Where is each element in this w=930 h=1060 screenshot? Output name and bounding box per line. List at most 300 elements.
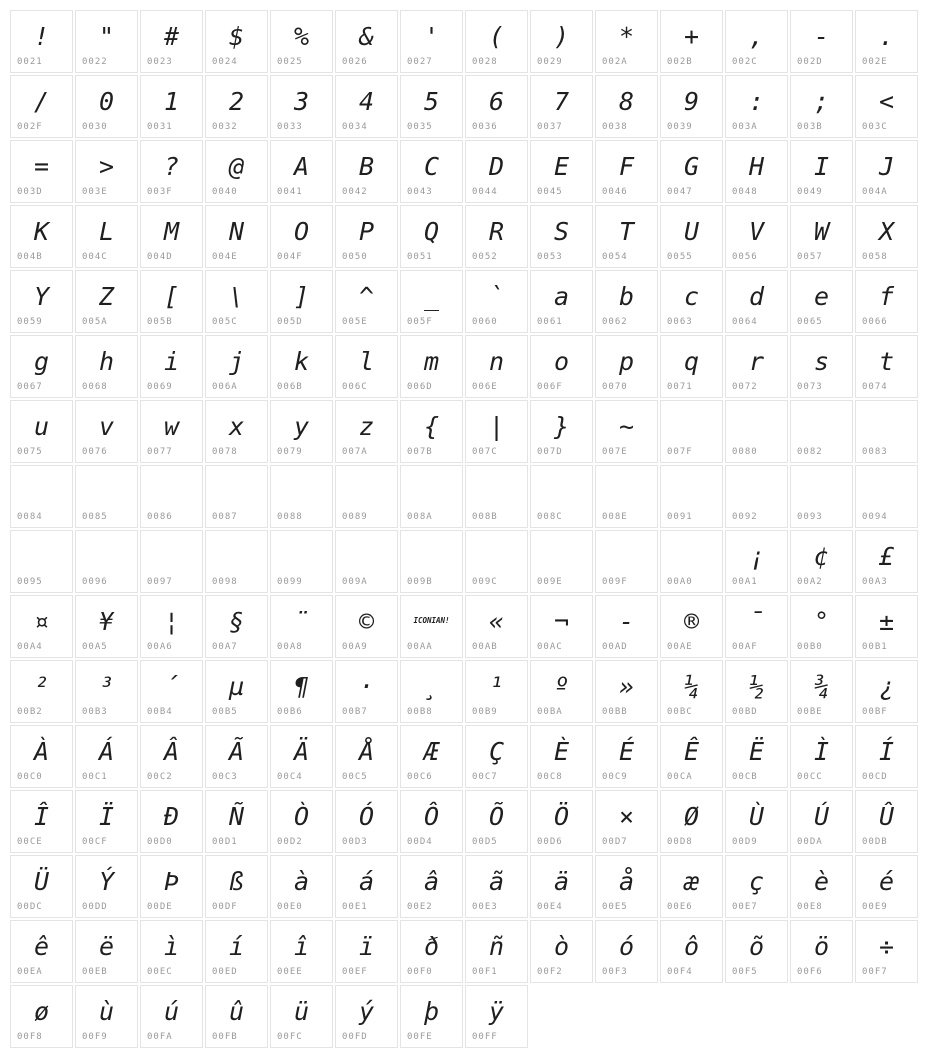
- glyph-cell: [725, 400, 788, 463]
- code-label: 0071: [667, 382, 693, 392]
- glyph-cell: [595, 530, 658, 593]
- glyph: >: [98, 151, 115, 181]
- glyph: ³: [98, 671, 115, 701]
- glyph-cell: [790, 595, 853, 658]
- glyph: e: [813, 281, 830, 311]
- code-label: 00A4: [17, 642, 43, 652]
- code-label: 00C0: [17, 772, 43, 782]
- glyph-cell: [140, 725, 203, 788]
- code-label: 00B7: [342, 707, 368, 717]
- code-label: 00A2: [797, 577, 823, 587]
- code-label: 0054: [602, 252, 628, 262]
- glyph: ¼: [683, 671, 700, 701]
- glyph: [791, 466, 852, 513]
- glyph: Ë: [748, 736, 765, 766]
- glyph: Å: [358, 736, 375, 766]
- glyph-cell: [75, 920, 138, 983]
- glyph: L: [98, 216, 115, 246]
- glyph: ~: [618, 411, 635, 441]
- code-label: 00D0: [147, 837, 173, 847]
- glyph-cell: [205, 75, 268, 138]
- glyph-cell: [595, 855, 658, 918]
- code-label: 0099: [277, 577, 303, 587]
- glyph-cell: [205, 790, 268, 853]
- glyph-cell: [10, 985, 73, 1048]
- glyph-cell: [725, 920, 788, 983]
- code-label: 00CD: [862, 772, 888, 782]
- code-label: 00B3: [82, 707, 108, 717]
- glyph-cell: [660, 140, 723, 203]
- glyph: À: [33, 736, 50, 766]
- glyph: ·: [358, 671, 375, 701]
- code-label: 0042: [342, 187, 368, 197]
- glyph: [596, 531, 657, 578]
- glyph-cell: [465, 855, 528, 918]
- glyph-cell: [270, 985, 333, 1048]
- glyph-cell: [465, 10, 528, 73]
- glyph-cell: [790, 855, 853, 918]
- glyph: 7: [553, 86, 570, 116]
- glyph: ,: [748, 21, 765, 51]
- glyph: ¯: [748, 606, 765, 636]
- glyph: ®: [683, 606, 700, 636]
- glyph-cell: [530, 725, 593, 788]
- glyph: [401, 531, 462, 578]
- glyph: ¥: [98, 606, 115, 636]
- glyph: ): [553, 21, 570, 51]
- glyph-cell: [725, 335, 788, 398]
- code-label: 002B: [667, 57, 693, 67]
- glyph: M: [163, 216, 180, 246]
- glyph: ï: [358, 931, 375, 961]
- glyph-cell: [790, 530, 853, 593]
- code-label: 00D8: [667, 837, 693, 847]
- code-label: 00AE: [667, 642, 693, 652]
- glyph-cell: [75, 205, 138, 268]
- glyph-cell: [335, 465, 398, 528]
- code-label: 0094: [862, 512, 888, 522]
- glyph: ÿ: [488, 996, 505, 1026]
- code-label: 005A: [82, 317, 108, 327]
- glyph: Ô: [423, 801, 440, 831]
- glyph: P: [358, 216, 375, 246]
- glyph-cell: [205, 400, 268, 463]
- glyph: h: [98, 346, 115, 376]
- glyph: W: [813, 216, 830, 246]
- glyph: !: [33, 21, 50, 51]
- glyph-cell: [855, 400, 918, 463]
- glyph: Ú: [813, 801, 830, 831]
- glyph-cell: [140, 270, 203, 333]
- code-label: 0051: [407, 252, 433, 262]
- glyph: $: [228, 21, 245, 51]
- glyph-cell: [270, 530, 333, 593]
- code-label: 007D: [537, 447, 563, 457]
- code-label: 00A5: [82, 642, 108, 652]
- glyph: ì: [163, 931, 180, 961]
- glyph: b: [618, 281, 635, 311]
- glyph-cell: [10, 595, 73, 658]
- glyph-cell: [140, 140, 203, 203]
- glyph: ¸: [423, 671, 440, 701]
- glyph: [11, 531, 72, 578]
- glyph-cell: [335, 725, 398, 788]
- glyph-cell: [790, 205, 853, 268]
- glyph: ý: [358, 996, 375, 1026]
- code-label: 00C1: [82, 772, 108, 782]
- glyph: Ð: [163, 801, 180, 831]
- glyph-cell: [465, 920, 528, 983]
- glyph: ü: [293, 996, 310, 1026]
- glyph: È: [553, 736, 570, 766]
- glyph-cell: [530, 660, 593, 723]
- glyph-cell: [725, 790, 788, 853]
- glyph: s: [813, 346, 830, 376]
- glyph: Ï: [98, 801, 115, 831]
- glyph-cell: [660, 205, 723, 268]
- glyph: [531, 531, 592, 578]
- code-label: 0021: [17, 57, 43, 67]
- code-label: 0049: [797, 187, 823, 197]
- glyph-cell: [660, 920, 723, 983]
- glyph: Ó: [358, 801, 375, 831]
- glyph: 3: [293, 86, 310, 116]
- code-label: 00EA: [17, 967, 43, 977]
- glyph: »: [618, 671, 635, 701]
- code-label: 00F4: [667, 967, 693, 977]
- glyph-cell: [855, 530, 918, 593]
- glyph-cell: [10, 920, 73, 983]
- glyph-cell: [855, 335, 918, 398]
- code-label: 004E: [212, 252, 238, 262]
- glyph: f: [878, 281, 895, 311]
- glyph-cell: [725, 660, 788, 723]
- glyph: Ü: [33, 866, 50, 896]
- glyph-cell: [660, 10, 723, 73]
- glyph-cell: [855, 790, 918, 853]
- glyph-cell: [270, 335, 333, 398]
- glyph-cell: [75, 10, 138, 73]
- glyph-cell: [140, 595, 203, 658]
- glyph-cell: [725, 465, 788, 528]
- glyph-cell: [855, 725, 918, 788]
- glyph: ¦: [163, 606, 180, 636]
- glyph-cell: [270, 725, 333, 788]
- glyph: å: [618, 866, 635, 896]
- glyph: ?: [163, 151, 180, 181]
- glyph-cell: [205, 140, 268, 203]
- glyph: [141, 466, 202, 513]
- code-label: 00FB: [212, 1032, 238, 1042]
- code-label: 009B: [407, 577, 433, 587]
- glyph: ": [98, 21, 115, 51]
- glyph-cell: [335, 10, 398, 73]
- code-label: 00AB: [472, 642, 498, 652]
- glyph-cell: [400, 205, 463, 268]
- glyph-cell: [530, 335, 593, 398]
- code-label: 00E7: [732, 902, 758, 912]
- glyph: à: [293, 866, 310, 896]
- code-label: 0069: [147, 382, 173, 392]
- code-label: 00F8: [17, 1032, 43, 1042]
- glyph: [726, 401, 787, 448]
- glyph: 6: [488, 86, 505, 116]
- glyph: X: [878, 216, 895, 246]
- glyph: T: [618, 216, 635, 246]
- code-label: 00AA: [407, 642, 433, 652]
- code-label: 00E2: [407, 902, 433, 912]
- glyph-cell: [595, 10, 658, 73]
- code-label: 0046: [602, 187, 628, 197]
- glyph: ¹: [488, 671, 505, 701]
- glyph-cell: [790, 725, 853, 788]
- code-label: 0055: [667, 252, 693, 262]
- glyph-cell: [530, 205, 593, 268]
- code-label: 0038: [602, 122, 628, 132]
- code-label: 00C9: [602, 772, 628, 782]
- glyph-cell: [10, 530, 73, 593]
- glyph: ö: [813, 931, 830, 961]
- code-label: 0041: [277, 187, 303, 197]
- code-label: 0026: [342, 57, 368, 67]
- glyph-cell: [75, 75, 138, 138]
- code-label: 00E6: [667, 902, 693, 912]
- code-label: 00D1: [212, 837, 238, 847]
- glyph-cell: [270, 140, 333, 203]
- code-label: 00B2: [17, 707, 43, 717]
- glyph-cell: [335, 75, 398, 138]
- glyph-cell: [790, 660, 853, 723]
- glyph: ã: [488, 866, 505, 896]
- glyph-cell: [10, 205, 73, 268]
- glyph: è: [813, 866, 830, 896]
- glyph: E: [553, 151, 570, 181]
- code-label: 00B4: [147, 707, 173, 717]
- code-label: 00EC: [147, 967, 173, 977]
- code-label: 0080: [732, 447, 758, 457]
- code-label: 007C: [472, 447, 498, 457]
- glyph-cell: [400, 985, 463, 1048]
- glyph: O: [293, 216, 310, 246]
- glyph: 5: [423, 86, 440, 116]
- code-label: 0058: [862, 252, 888, 262]
- code-label: 0050: [342, 252, 368, 262]
- code-label: 00CF: [82, 837, 108, 847]
- glyph-cell: [725, 530, 788, 593]
- glyph-cell: [75, 465, 138, 528]
- glyph-cell: [465, 465, 528, 528]
- code-label: 0030: [82, 122, 108, 132]
- code-label: 003E: [82, 187, 108, 197]
- glyph-cell: [335, 140, 398, 203]
- glyph: û: [228, 996, 245, 1026]
- code-label: 00DB: [862, 837, 888, 847]
- glyph: ]: [293, 281, 310, 311]
- code-label: 00A7: [212, 642, 238, 652]
- glyph-cell: [855, 465, 918, 528]
- glyph-cell: [660, 790, 723, 853]
- glyph: `: [488, 281, 505, 311]
- glyph-cell: [335, 855, 398, 918]
- glyph: &: [358, 21, 375, 51]
- glyph-cell: [855, 660, 918, 723]
- glyph-cell: [660, 270, 723, 333]
- glyph: Ø: [683, 801, 700, 831]
- code-label: 004A: [862, 187, 888, 197]
- code-label: 0089: [342, 512, 368, 522]
- glyph-cell: [530, 270, 593, 333]
- code-label: 00D7: [602, 837, 628, 847]
- glyph: [531, 466, 592, 513]
- glyph-cell: [205, 10, 268, 73]
- glyph-cell: [725, 595, 788, 658]
- glyph-cell: [10, 855, 73, 918]
- glyph-cell: [75, 530, 138, 593]
- code-label: 0076: [82, 447, 108, 457]
- glyph: d: [748, 281, 765, 311]
- code-label: 006F: [537, 382, 563, 392]
- glyph: B: [358, 151, 375, 181]
- glyph-cell: [335, 270, 398, 333]
- glyph-cell: [660, 725, 723, 788]
- code-label: 00C6: [407, 772, 433, 782]
- code-label: 00D4: [407, 837, 433, 847]
- glyph-cell: [400, 140, 463, 203]
- glyph: [856, 401, 917, 448]
- code-label: 00F6: [797, 967, 823, 977]
- code-label: 0059: [17, 317, 43, 327]
- glyph: [76, 466, 137, 513]
- glyph-cell: [270, 660, 333, 723]
- glyph: Þ: [163, 866, 180, 896]
- code-label: 00A3: [862, 577, 888, 587]
- glyph: p: [618, 346, 635, 376]
- glyph: Ç: [488, 736, 505, 766]
- glyph-cell: [270, 400, 333, 463]
- glyph-cell: [660, 75, 723, 138]
- glyph-cell: [725, 725, 788, 788]
- code-label: 0063: [667, 317, 693, 327]
- code-label: 005B: [147, 317, 173, 327]
- glyph: í: [228, 931, 245, 961]
- glyph: §: [228, 606, 245, 636]
- code-label: 00E9: [862, 902, 888, 912]
- code-label: 00FC: [277, 1032, 303, 1042]
- code-label: 0078: [212, 447, 238, 457]
- glyph-cell: [725, 855, 788, 918]
- glyph-cell: [205, 725, 268, 788]
- code-label: 0053: [537, 252, 563, 262]
- code-label: 0098: [212, 577, 238, 587]
- glyph: g: [33, 346, 50, 376]
- code-label: 00E1: [342, 902, 368, 912]
- code-label: 0088: [277, 512, 303, 522]
- glyph-cell: [140, 75, 203, 138]
- glyph-cell: [465, 660, 528, 723]
- glyph: 4: [358, 86, 375, 116]
- code-label: 0097: [147, 577, 173, 587]
- glyph-cell: [270, 920, 333, 983]
- glyph: £: [878, 541, 895, 571]
- glyph-cell: [855, 270, 918, 333]
- code-label: 0022: [82, 57, 108, 67]
- glyph: n: [488, 346, 505, 376]
- code-label: 0066: [862, 317, 888, 327]
- code-label: 00BD: [732, 707, 758, 717]
- glyph: «: [488, 606, 505, 636]
- code-label: 007F: [667, 447, 693, 457]
- code-label: 009F: [602, 577, 628, 587]
- glyph: R: [488, 216, 505, 246]
- code-label: 0052: [472, 252, 498, 262]
- glyph: F: [618, 151, 635, 181]
- glyph-cell: [335, 530, 398, 593]
- glyph-cell: [10, 465, 73, 528]
- code-label: 0033: [277, 122, 303, 132]
- code-label: 00D9: [732, 837, 758, 847]
- code-label: 0095: [17, 577, 43, 587]
- code-label: 00B8: [407, 707, 433, 717]
- glyph: Æ: [423, 736, 440, 766]
- code-label: 004D: [147, 252, 173, 262]
- glyph-cell: [140, 660, 203, 723]
- glyph-cell: [660, 855, 723, 918]
- glyph: o: [553, 346, 570, 376]
- code-label: 00EF: [342, 967, 368, 977]
- glyph-cell: [595, 660, 658, 723]
- code-label: 0084: [17, 512, 43, 522]
- code-label: 002F: [17, 122, 43, 132]
- code-label: 0079: [277, 447, 303, 457]
- code-label: 0039: [667, 122, 693, 132]
- code-label: 00E0: [277, 902, 303, 912]
- glyph-cell: [270, 270, 333, 333]
- glyph: Û: [878, 801, 895, 831]
- glyph-cell: [595, 465, 658, 528]
- glyph: #: [163, 21, 180, 51]
- glyph: [466, 466, 527, 513]
- code-label: 00B6: [277, 707, 303, 717]
- glyph: ¤: [33, 606, 50, 636]
- glyph: [76, 531, 137, 578]
- glyph: [271, 531, 332, 578]
- code-label: 0032: [212, 122, 238, 132]
- glyph-cell: [530, 75, 593, 138]
- glyph: þ: [423, 996, 440, 1026]
- glyph: æ: [683, 866, 700, 896]
- glyph-cell: [140, 855, 203, 918]
- glyph-cell: [270, 790, 333, 853]
- code-label: 0075: [17, 447, 43, 457]
- code-label: 00E4: [537, 902, 563, 912]
- code-label: 0096: [82, 577, 108, 587]
- glyph-cell: [270, 595, 333, 658]
- glyph: ^: [358, 281, 375, 311]
- glyph-cell: [725, 205, 788, 268]
- code-label: 00C4: [277, 772, 303, 782]
- code-label: 002A: [602, 57, 628, 67]
- glyph-cell: [205, 595, 268, 658]
- glyph: G: [683, 151, 700, 181]
- code-label: 0027: [407, 57, 433, 67]
- glyph-cell: [205, 270, 268, 333]
- glyph-cell: [530, 140, 593, 203]
- glyph-cell: [400, 595, 463, 658]
- code-label: 00F3: [602, 967, 628, 977]
- glyph-cell: [335, 920, 398, 983]
- glyph-cell: [205, 335, 268, 398]
- glyph: [726, 466, 787, 513]
